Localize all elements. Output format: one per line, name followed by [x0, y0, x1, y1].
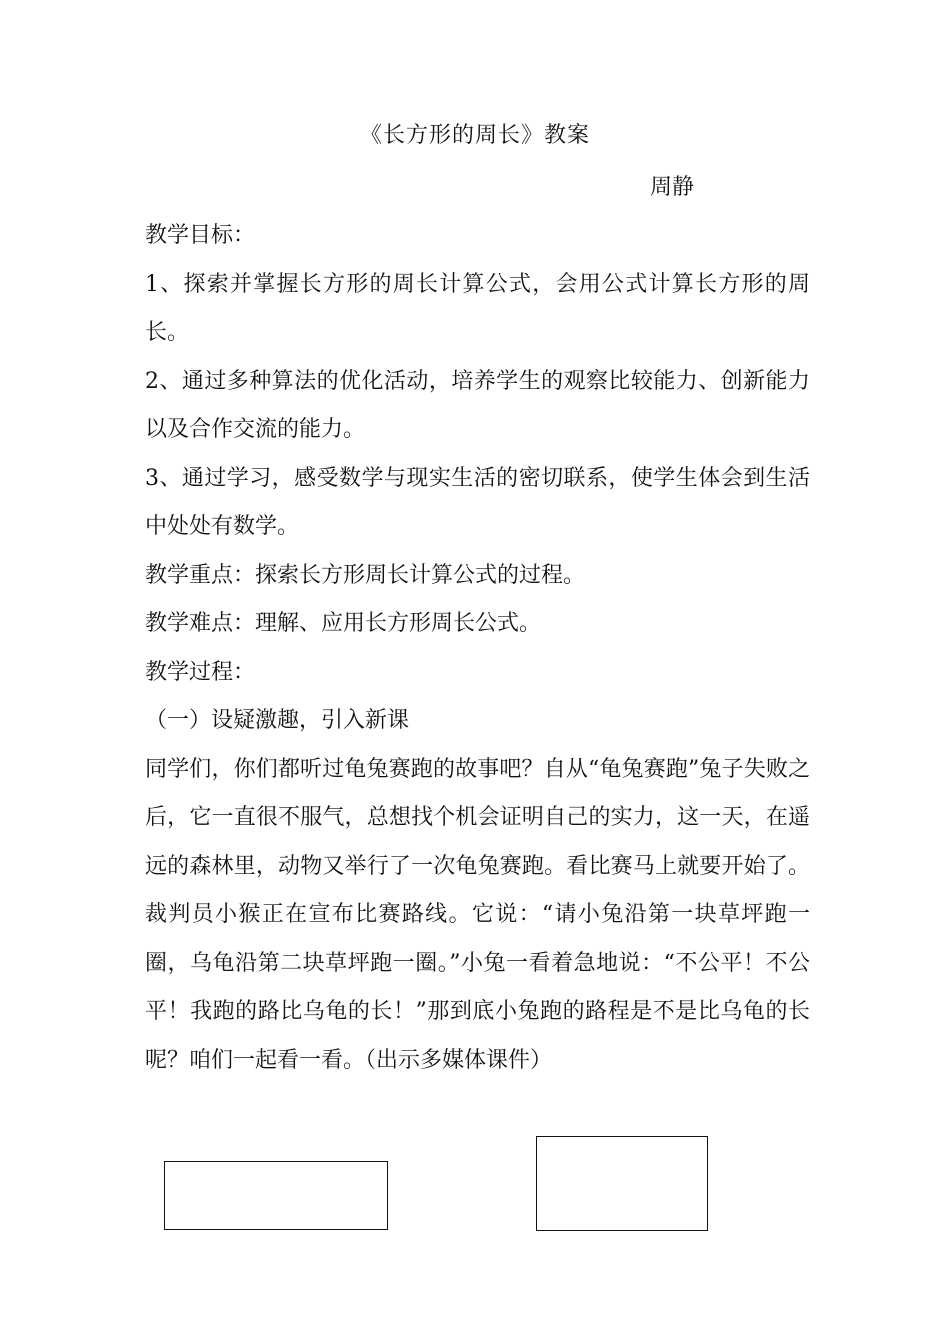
lawn-rectangle-1: [164, 1161, 388, 1230]
key-point: 教学重点：探索长方形周长计算公式的过程。: [145, 562, 586, 588]
lawn-rectangle-2: [536, 1136, 708, 1231]
goal-item-2: 2、通过多种算法的优化活动，培养学生的观察比较能力、创新能力以及合作交流的能力。: [145, 368, 810, 442]
document-body: [145, 212, 810, 1085]
section-heading-process: 教学过程：: [145, 659, 256, 685]
document-author: 周静: [650, 175, 695, 200]
story-paragraph: 同学们，你们都听过龟兔赛跑的故事吧？自从“龟兔赛跑”兔子失败之后，它一直很不服气，总想找个机会证明自己的实力，这一天，在遥远的森林里，动物又举行了一次龟兔赛跑。看比赛马上就要开始了。裁判员小猴正在宣布比赛路线。它说：“请小兔沿第一块草坪跑一圈，乌龟沿第二块草坪跑一圈。”小兔一看着急地说：“不公平！不公平！我跑的路比乌龟的长！”那到底小兔跑的路程是不是比乌龟的长呢？咱们一起看一看。（出示多媒体课件）: [145, 756, 810, 1073]
subsection-heading: （一）设疑激趣，引入新课: [145, 708, 410, 733]
goal-item-1: 1、探索并掌握长方形的周长计算公式，会用公式计算长方形的周长。: [145, 271, 810, 345]
goal-item-3: 3、通过学习，感受数学与现实生活的密切联系，使学生体会到生活中处处有数学。: [145, 465, 810, 539]
document-title: 《长方形的周长》教案: [359, 123, 590, 148]
section-heading-goals: 教学目标：: [145, 223, 256, 248]
difficult-point: 教学难点：理解、应用长方形周长公式。: [145, 611, 542, 636]
